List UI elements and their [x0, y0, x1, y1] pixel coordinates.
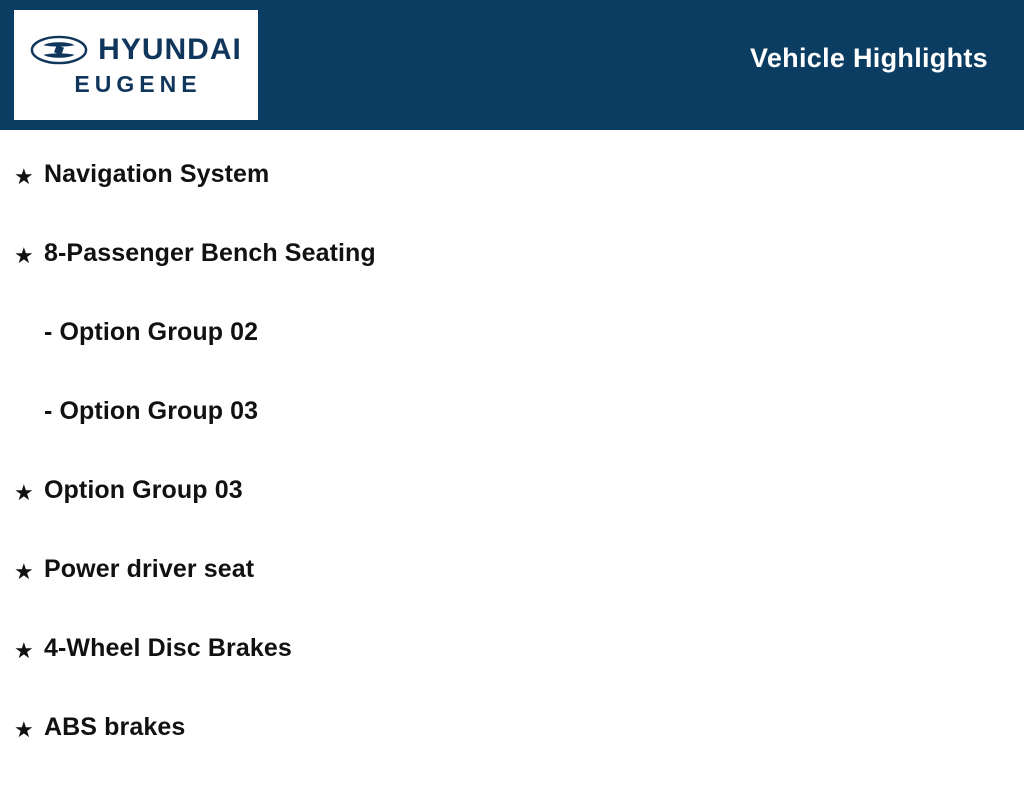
- star-icon: ★: [14, 638, 34, 663]
- list-item: [0, 398, 1024, 477]
- star-icon: ★: [14, 717, 34, 742]
- star-icon: ★: [14, 243, 34, 268]
- star-icon: ★: [14, 559, 34, 584]
- page-title: Vehicle Highlights: [750, 43, 988, 73]
- list-item-label: 4-Wheel Disc Brakes: [44, 634, 292, 662]
- star-icon: ★: [14, 164, 34, 189]
- list-item-label: ABS brakes: [44, 713, 186, 741]
- list-item: [0, 477, 1024, 556]
- logo-row: [30, 34, 242, 66]
- list-item: [0, 635, 1024, 714]
- hyundai-logo-icon: [30, 34, 88, 66]
- logo-brand-text: HYUNDAI: [98, 33, 242, 66]
- dealer-logo: [14, 10, 258, 120]
- page-header: [0, 0, 1024, 130]
- list-item-label: Option Group 03: [44, 476, 243, 504]
- list-item: [0, 714, 1024, 793]
- list-item-label: - Option Group 03: [44, 397, 259, 425]
- logo-dealer-text: EUGENE: [74, 71, 202, 97]
- list-item: [0, 319, 1024, 398]
- list-item-label: - Option Group 02: [44, 318, 259, 346]
- list-item: [0, 240, 1024, 319]
- list-item-label: Power driver seat: [44, 555, 255, 583]
- highlights-list: [0, 130, 1024, 793]
- star-icon: ★: [14, 480, 34, 505]
- list-item-label: 8-Passenger Bench Seating: [44, 239, 376, 267]
- list-item: [0, 130, 1024, 240]
- list-item: [0, 556, 1024, 635]
- list-item-label: Navigation System: [44, 160, 270, 188]
